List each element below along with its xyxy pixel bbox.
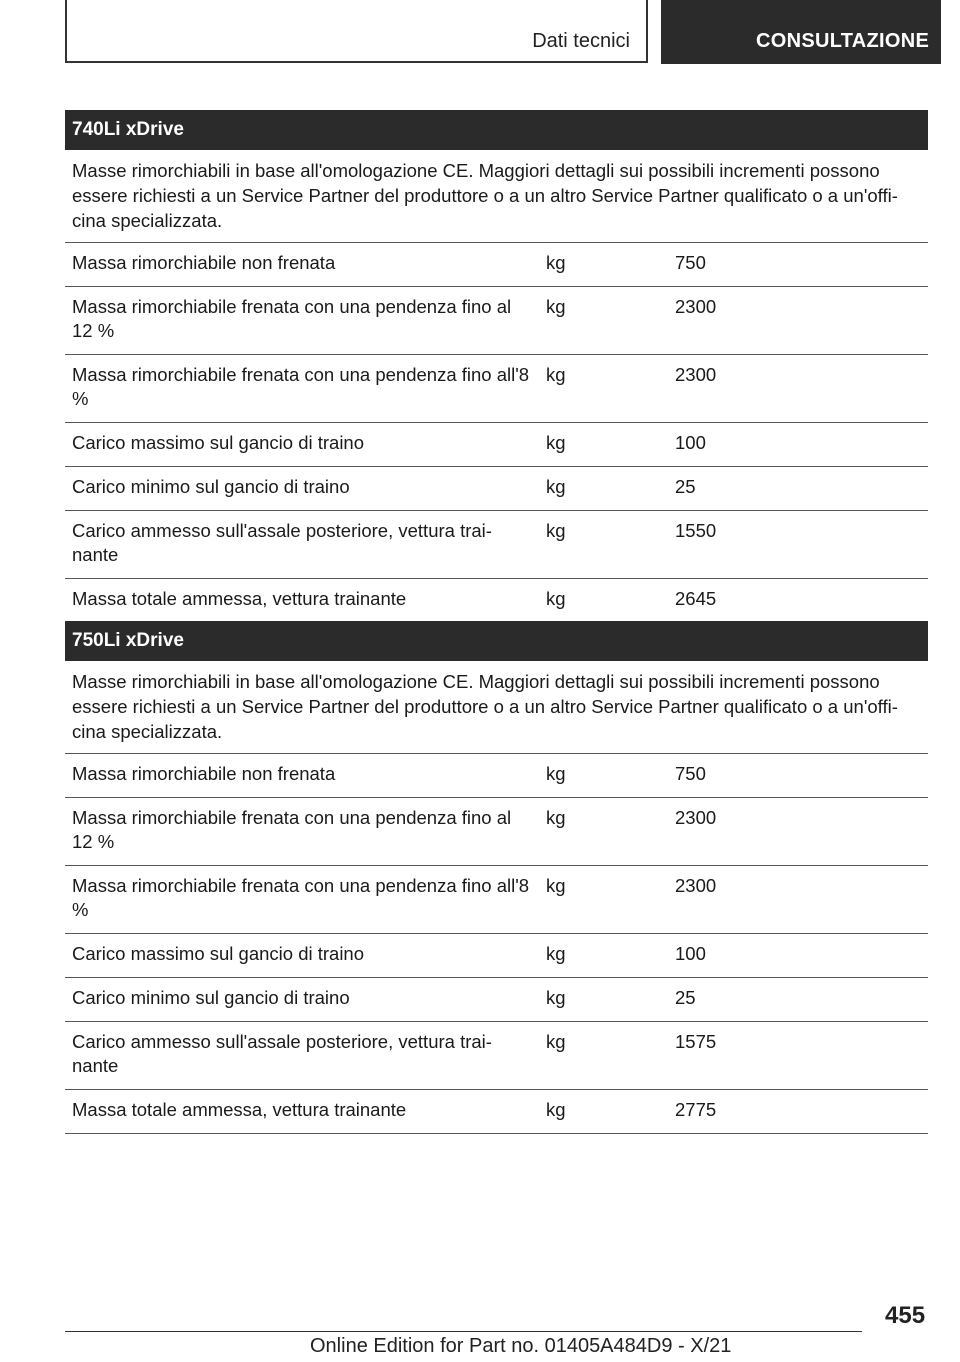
- row-unit: kg: [546, 588, 566, 609]
- spec-table: [65, 754, 928, 1134]
- row-unit: kg: [546, 875, 566, 896]
- row-label: Massa rimorchiabile frenata con una pendenza fino al 12 %: [72, 296, 512, 341]
- table-row: [65, 754, 928, 798]
- table-row: [65, 978, 928, 1022]
- row-label: Carico massimo sul gancio di traino: [72, 432, 365, 453]
- row-unit: kg: [546, 476, 566, 497]
- header-chapter-label: CONSULTAZIONE: [756, 30, 930, 52]
- row-unit: kg: [546, 1031, 566, 1052]
- table-row: [65, 511, 928, 579]
- row-label: Massa rimorchiabile frenata con una pendenza fino all'8 %: [72, 364, 530, 409]
- row-unit: kg: [546, 364, 566, 385]
- footer-edition: Online Edition for Part no. 01405A484D9 - X/21: [310, 1335, 732, 1357]
- section-intro: Masse rimorchiabili in base all'omologazione CE. Maggiori dettagli sui possibili incrementi possono essere richiesti a un Service Partner del produttore o a un altro Service Partner qualificato o a un'officina specializzata.: [65, 661, 928, 754]
- row-unit: kg: [546, 252, 566, 273]
- section-title: 750Li xDrive: [65, 621, 928, 661]
- row-label: Massa rimorchiabile frenata con una pendenza fino all'8 %: [72, 875, 530, 920]
- footer-divider: [65, 1331, 862, 1332]
- table-row: [65, 1022, 928, 1090]
- row-label: Carico ammesso sull'assale posteriore, vettura trainante: [72, 1031, 492, 1076]
- table-row: [65, 866, 928, 934]
- table-row: [65, 798, 928, 866]
- row-value: 2300: [675, 364, 717, 385]
- row-unit: kg: [546, 432, 566, 453]
- row-value: 100: [675, 432, 706, 453]
- row-unit: kg: [546, 296, 566, 317]
- section-740li: [65, 110, 928, 623]
- section-750li: [65, 621, 928, 1134]
- row-value: 2645: [675, 588, 717, 609]
- table-row: [65, 1090, 928, 1134]
- row-unit: kg: [546, 807, 566, 828]
- row-value: 25: [675, 476, 696, 497]
- row-value: 2300: [675, 296, 717, 317]
- row-value: 750: [675, 252, 706, 273]
- table-row: [65, 467, 928, 511]
- row-value: 1575: [675, 1031, 717, 1052]
- row-label: Massa rimorchiabile non frenata: [72, 252, 336, 273]
- row-value: 2300: [675, 875, 717, 896]
- row-unit: kg: [546, 987, 566, 1008]
- spec-table: [65, 243, 928, 623]
- section-intro: Masse rimorchiabili in base all'omologazione CE. Maggiori dettagli sui possibili incrementi possono essere richiesti a un Service Partner del produttore o a un altro Service Partner qualificato o a un'officina specializzata.: [65, 150, 928, 243]
- table-row: [65, 287, 928, 355]
- section-title: 740Li xDrive: [65, 110, 928, 150]
- row-value: 25: [675, 987, 696, 1008]
- table-row: [65, 243, 928, 287]
- row-unit: kg: [546, 520, 566, 541]
- header-chapter-tab: [661, 0, 941, 64]
- row-value: 2775: [675, 1099, 717, 1120]
- row-value: 100: [675, 943, 706, 964]
- row-value: 750: [675, 763, 706, 784]
- row-label: Carico ammesso sull'assale posteriore, vettura trainante: [72, 520, 492, 565]
- table-row: [65, 423, 928, 467]
- row-value: 1550: [675, 520, 717, 541]
- row-label: Massa rimorchiabile non frenata: [72, 763, 336, 784]
- row-label: Massa rimorchiabile frenata con una pendenza fino al 12 %: [72, 807, 512, 852]
- row-label: Carico minimo sul gancio di traino: [72, 987, 350, 1008]
- row-unit: kg: [546, 1099, 566, 1120]
- row-unit: kg: [546, 943, 566, 964]
- table-row: [65, 579, 928, 623]
- page-number: 455: [885, 1302, 926, 1329]
- row-label: Massa totale ammessa, vettura trainante: [72, 588, 407, 609]
- header-section-title: Dati tecnici: [532, 30, 630, 52]
- table-row: [65, 934, 928, 978]
- row-label: Carico massimo sul gancio di traino: [72, 943, 365, 964]
- table-row: [65, 355, 928, 423]
- row-unit: kg: [546, 763, 566, 784]
- row-label: Carico minimo sul gancio di traino: [72, 476, 350, 497]
- row-value: 2300: [675, 807, 717, 828]
- row-label: Massa totale ammessa, vettura trainante: [72, 1099, 407, 1120]
